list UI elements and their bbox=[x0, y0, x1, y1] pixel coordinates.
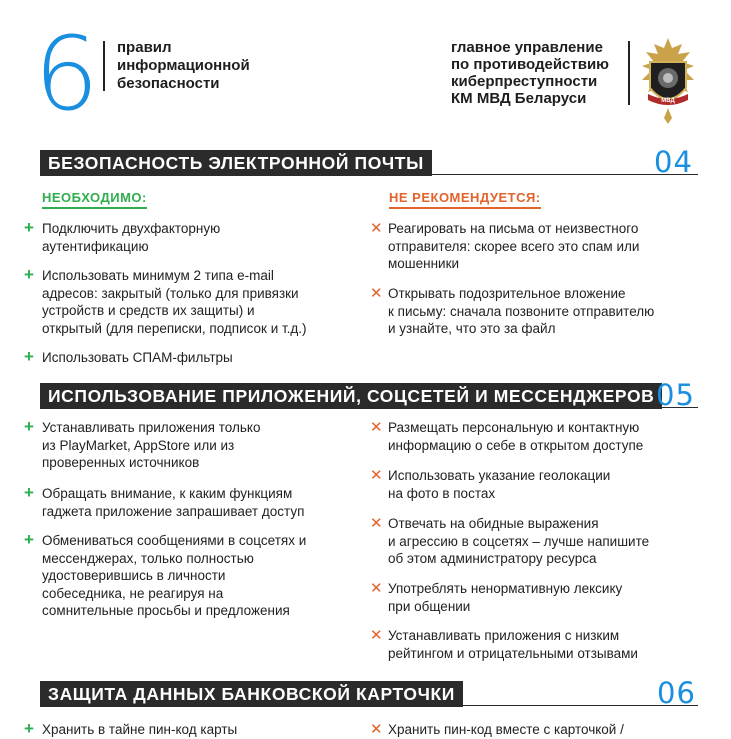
header-divider-right bbox=[628, 41, 630, 105]
item-text: Обмениваться сообщениями в соцсетях и мессенджерах, только полностью удостоверившись в личности собеседника, не реагируя на сомнительные просьбы и предложения bbox=[42, 533, 307, 618]
list-item bbox=[24, 485, 359, 520]
list-item bbox=[370, 627, 715, 662]
plus-icon: + bbox=[24, 483, 34, 502]
header-title-line: безопасности bbox=[117, 75, 220, 92]
plus-icon: + bbox=[24, 347, 34, 366]
cross-icon: ✕ bbox=[370, 220, 383, 237]
item-text: Обращать внимание, к каким функциям гаджета приложение запрашивает доступ bbox=[42, 486, 305, 519]
item-text: Хранить в тайне пин-код карты bbox=[42, 722, 238, 737]
cross-icon: ✕ bbox=[370, 467, 383, 484]
header-org-line: главное управление bbox=[451, 39, 603, 56]
section-number: 04 bbox=[654, 145, 693, 179]
column-header-bad: НЕ РЕКОМЕНДУЕТСЯ: bbox=[389, 190, 541, 209]
section-bar-apps bbox=[40, 378, 698, 412]
column-header-good: НЕОБХОДИМО: bbox=[42, 190, 147, 209]
section-number: 06 bbox=[657, 676, 696, 710]
section-title: ИСПОЛЬЗОВАНИЕ ПРИЛОЖЕНИЙ, СОЦСЕТЕЙ И МЕССЕНДЖЕРОВ bbox=[40, 383, 662, 409]
item-text: Устанавливать приложения только из PlayMarket, AppStore или из проверенных источников bbox=[42, 420, 261, 470]
list-item bbox=[370, 220, 710, 273]
list-item bbox=[370, 580, 710, 615]
list-item bbox=[24, 721, 354, 739]
item-text: Использовать минимум 2 типа e-mail адресов: закрытый (только для привязки устройств и средств их защиты) и открытый (для переписки, подписок и т.д.) bbox=[42, 268, 307, 336]
item-text: Употреблять ненормативную лексику при общении bbox=[388, 581, 623, 614]
list-item bbox=[370, 721, 710, 739]
item-text: Использовать СПАМ-фильтры bbox=[42, 350, 233, 365]
header-divider-left bbox=[103, 41, 105, 91]
list-item bbox=[370, 285, 710, 338]
list-item bbox=[370, 419, 710, 454]
cross-icon: ✕ bbox=[370, 419, 383, 436]
item-text: Устанавливать приложения с низким рейтингом и отрицательными отзывами bbox=[388, 628, 638, 661]
plus-icon: + bbox=[24, 417, 34, 436]
cross-icon: ✕ bbox=[370, 721, 383, 738]
item-text: Отвечать на обидные выражения и агрессию в соцсетях – лучше напишите об этом администратору ресурса bbox=[388, 516, 650, 566]
header-org-line: киберпреступности bbox=[451, 73, 598, 90]
section-title: ЗАЩИТА ДАННЫХ БАНКОВСКОЙ КАРТОЧКИ bbox=[40, 681, 463, 707]
cross-icon: ✕ bbox=[370, 580, 383, 597]
plus-icon: + bbox=[24, 530, 34, 549]
header-organization bbox=[451, 39, 609, 107]
list-item bbox=[370, 515, 715, 568]
plus-icon: + bbox=[24, 719, 34, 738]
plus-icon: + bbox=[24, 265, 34, 284]
plus-icon: + bbox=[24, 218, 34, 237]
item-text: Подключить двухфакторную аутентификацию bbox=[42, 221, 221, 254]
section-bar-email bbox=[40, 145, 698, 179]
header-title-line: информационной bbox=[117, 57, 250, 74]
emblem-text: МВД bbox=[661, 98, 675, 104]
section-number: 05 bbox=[656, 378, 695, 412]
list-item bbox=[24, 267, 359, 337]
item-text: Реагировать на письма от неизвестного отправителя: скорее всего это спам или мошенники bbox=[388, 221, 640, 271]
mvd-emblem-icon bbox=[638, 38, 698, 124]
cross-icon: ✕ bbox=[370, 285, 383, 302]
item-text: Размещать персональную и контактную информацию о себе в открытом доступе bbox=[388, 420, 644, 453]
header-org-line: КМ МВД Беларуси bbox=[451, 90, 587, 107]
list-item bbox=[370, 467, 710, 502]
header-org-line: по противодействию bbox=[451, 56, 609, 73]
section-title: БЕЗОПАСНОСТЬ ЭЛЕКТРОННОЙ ПОЧТЫ bbox=[40, 150, 432, 176]
cross-icon: ✕ bbox=[370, 515, 383, 532]
list-item bbox=[24, 220, 354, 255]
header-title-line: правил bbox=[117, 39, 172, 56]
item-text: Использовать указание геолокации на фото в постах bbox=[388, 468, 611, 501]
cross-icon: ✕ bbox=[370, 627, 383, 644]
list-item bbox=[24, 349, 354, 367]
list-item bbox=[24, 419, 354, 472]
item-text: Хранить пин-код вместе с карточкой / bbox=[388, 722, 624, 737]
list-item bbox=[24, 532, 359, 620]
item-text: Открывать подозрительное вложение к письму: сначала позвоните отправителю и узнайте, что это за файл bbox=[388, 286, 655, 336]
header-number: 6 bbox=[34, 15, 99, 134]
header-title bbox=[117, 39, 250, 93]
section-bar-bank-card bbox=[40, 676, 698, 710]
